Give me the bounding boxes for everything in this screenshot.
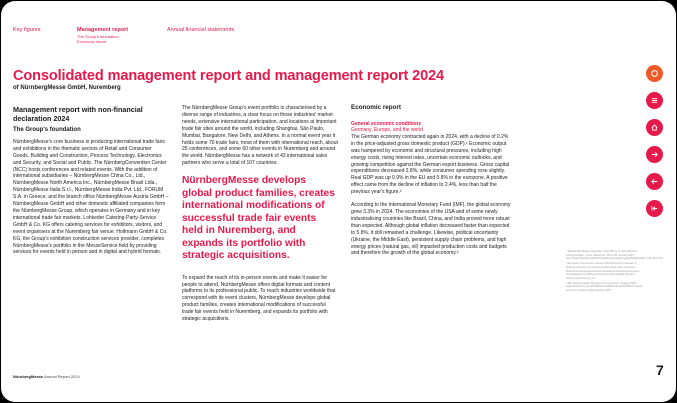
- first-page-button[interactable]: [646, 200, 663, 217]
- search-button[interactable]: [646, 65, 663, 82]
- next-page-button[interactable]: [646, 146, 663, 163]
- page-footer: [13, 374, 80, 379]
- first-page-icon: [650, 204, 659, 213]
- column-1: [13, 105, 169, 262]
- paragraph: The NürnbergMesse Group's event portfolio is characterised by a diverse range of industries, a clear focus on those industries' market needs, extensive international participation, and locations at important trade fair sites around the world, including Shanghai, São Paulo, Mumbai, Bangalore, New Delhi, and Athens. In a normal event year it holds some 70 trade fairs, most of them with international reach, about 25 conferences, and some 60 other events in Nuremberg and around the world. NürnbergMesse has a network of 43 international sales partners who serve a total of 107 countries.: [182, 105, 338, 167]
- nav-sub-economic-report[interactable]: Economic report: [77, 39, 107, 44]
- page-title: Consolidated management report and management report 2024: [13, 68, 445, 84]
- menu-icon: [650, 96, 659, 105]
- paragraph: The German economy contracted again in 2024, with a decline of 0.2% in the price-adjusted gross domestic product (GDP).¹ Economic output was hampered by economic and structural pressures, including high energy costs, rising interest rates, uncertain economic outlooks, and growing competition against the German export business. Gross capital expenditures decreased 2.8%, while consumer spending rose slightly. Real GDP was up 0.9% in the EU and 0.8% in the eurozone. A positive effect came from the decline of inflation to 2.4%, less than half the previous year's figure.²: [351, 133, 510, 196]
- home-button[interactable]: [646, 119, 663, 136]
- nav-sub-groups-foundation[interactable]: The Group's foundation: [77, 34, 119, 39]
- section-subheading: The Group's foundation: [13, 127, 81, 133]
- page-number: 7: [656, 362, 664, 378]
- section-subheading: General economic conditions: [351, 120, 422, 127]
- nav-key-figures[interactable]: Key figures: [13, 27, 41, 33]
- footer-brand: NürnbergMesse: [13, 374, 44, 379]
- footnote: ³ IMF Global Growth: Divergent and Uncertain, January 2025, https://www.imf.org/en/Publications/WEO/Issues/2025/01/17/world-economic-outlook-update-january-2025: [566, 281, 643, 293]
- arrow-left-icon: [650, 177, 659, 186]
- paragraph: NürnbergMesse's core business is producing international trade fairs and exhibitions in the thematic sectors of Retail and Consumer Goods, Building and Construction, Process Technology, Electronics and Security, and Social and Public. The NürnbergConvention Center (NCC) hosts conferences and related events. With the addition of international subsidiaries – NürnbergMesse China Co., Ltd., NürnbergMesse North America Inc., NürnbergMesse Brasil Ltda., NürnbergMesse Italia S.r.l., NürnbergMesse India Pvt. Ltd., FORUM S.A. in Greece, and the branch office NürnbergMesse Austria GmbH – NürnbergMesse GmbH and other domestic affiliated companies form the NürnbergMesse Group, which operates in Germany and in key international trade fair markets. Lohkeder Catering-Party-Service GmbH & Co. KG offers catering services for exhibitors, visitors, and event organisers at the Nuremberg fair venue. Holtmann GmbH & Co. KG, the Group's exhibition construction services provider, completes NürnbergMesse's portfolio in the MesseService field by providing services for events held in person and in digital and hybrid formats.: [13, 138, 169, 256]
- nav-management-report[interactable]: [77, 27, 128, 44]
- nav-management-report-label: Management report: [77, 27, 129, 33]
- footer-text: Annual Report 2024: [44, 374, 80, 379]
- report-page: [1, 1, 676, 402]
- footnote: ¹ Statistic Bundesamt (Destatis): 'Das BIP ist im Jahr 2024 um 0,2% gesunken', press release no. 019 of 15 January 2025, https://www.destatis.de/DE/Presse/Pressemitteilungen/2025/01/PD25_019_811.html: [566, 250, 663, 261]
- previous-page-button[interactable]: [646, 173, 663, 190]
- section-heading: Economic report: [351, 104, 402, 111]
- footnote: ² European Commission: Autumn 2024 Economic Forecast: A gradual rebound in an adverse environment, https://economy-finance.ec.europa.eu/economic-forecast-and-surveys/economic-forecasts/autumn-2024-economic-forecast-gradual-rebound-adverse-environment_en: [566, 262, 640, 280]
- footnotes: [566, 250, 663, 294]
- paragraph: To expand the reach of its in-person events and make it easier for people to attend, NürnbergMesse offers digital formats and content platforms to its professional public. To reach industries worldwide that correspond with its event clusters, NürnbergMesse develops global product families, creates international modifications of successful trade fair events held in Nuremberg, and expands its portfolio with strategic acquisitions.: [182, 274, 336, 323]
- search-icon: [650, 69, 659, 78]
- paragraph: According to the International Monetary Fund (IMF), the global economy grew 3.3% in 2024. The economies of the USA and of some newly industrialising countries like Brazil, China, and India proved more robust than expected. Although global inflation decreased faster than expected to 5.8%, it still remained a challenge. Likewise, political uncertainty (Ukraine, the Middle East), persistent supply chain problems, and high energy prices (natural gas, oil) impacted production costs and budgets and therefore the growth of the global economy.³: [351, 202, 511, 257]
- section-heading: Management report with non-financial declaration 2024: [13, 105, 143, 123]
- column-2: [182, 105, 338, 329]
- section-subheading-region: Germany, Europe, and the world: [351, 127, 423, 134]
- nav-annual-statements[interactable]: Annual financial statements: [167, 27, 235, 33]
- arrow-right-icon: [650, 150, 659, 159]
- column-3: [351, 105, 511, 263]
- sidebar-navigation: [646, 65, 668, 227]
- menu-button[interactable]: [646, 92, 663, 109]
- pull-quote: NürnbergMesse develops global product families, creates international modifications of successful trade fair events held in Nuremberg, and expands its portfolio with strategic acquisitions.: [182, 175, 335, 262]
- home-icon: [650, 123, 659, 132]
- page-subtitle: of NürnbergMesse GmbH, Nuremberg: [13, 85, 121, 91]
